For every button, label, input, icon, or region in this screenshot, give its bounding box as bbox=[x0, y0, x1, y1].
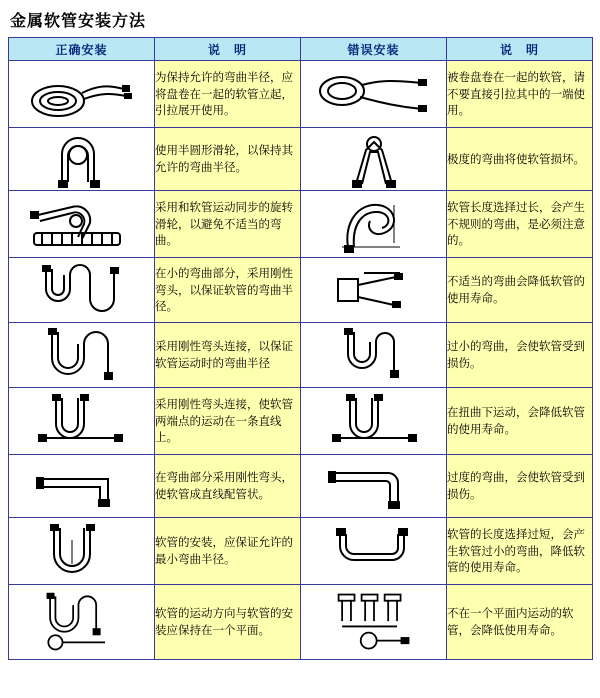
header-correct-note: 说 明 bbox=[155, 38, 301, 61]
figure-cell-wrong bbox=[301, 128, 447, 191]
table-row bbox=[9, 191, 593, 258]
figure-cell-wrong bbox=[301, 388, 447, 455]
note-cell-correct: 使用半圆形滑轮，以保持其允许的弯曲半径。 bbox=[155, 128, 301, 191]
table-row bbox=[9, 388, 593, 455]
rigid-elbow-connection-icon bbox=[12, 324, 152, 386]
note-cell-correct: 采用刚性弯头连接，以保证软管运动时的弯曲半径 bbox=[155, 323, 301, 388]
header-wrong-install: 错误安装 bbox=[301, 38, 447, 61]
coiled-hose-pulled-straight-icon bbox=[304, 63, 444, 125]
figure-cell-wrong bbox=[301, 518, 447, 585]
figure-cell-correct bbox=[9, 191, 155, 258]
out-of-plane-motion-icon bbox=[304, 591, 444, 653]
rigid-bend-small-radius-icon bbox=[12, 259, 152, 321]
installation-guide-table bbox=[8, 37, 593, 660]
table-row bbox=[9, 61, 593, 128]
note-cell-wrong: 软管的长度选择过短，会产生软管过小的弯曲，降低软管的使用寿命。 bbox=[447, 518, 593, 585]
note-cell-correct: 在弯曲部分采用刚性弯头，使软管成直线配管状。 bbox=[155, 455, 301, 518]
figure-cell-correct bbox=[9, 61, 155, 128]
figure-cell-correct bbox=[9, 585, 155, 660]
note-cell-wrong: 过小的弯曲，会使软管受到损伤。 bbox=[447, 323, 593, 388]
note-cell-correct: 软管的运动方向与软管的安装应保持在一个平面。 bbox=[155, 585, 301, 660]
figure-cell-wrong bbox=[301, 585, 447, 660]
table-row bbox=[9, 518, 593, 585]
header-wrong-note: 说 明 bbox=[447, 38, 593, 61]
too-long-hose-small-bend-icon bbox=[304, 520, 444, 582]
note-cell-correct: 软管的安装，应保证允许的最小弯曲半径。 bbox=[155, 518, 301, 585]
overlong-hose-irregular-bend-icon bbox=[304, 193, 444, 255]
note-cell-correct: 为保持允许的弯曲半径，应将盘卷在一起的软管立起，引拉展开使用。 bbox=[155, 61, 301, 128]
figure-cell-wrong bbox=[301, 61, 447, 128]
too-small-bend-damage-icon bbox=[304, 324, 444, 386]
note-cell-correct: 在小的弯曲部分，采用刚性弯头，以保证软管的弯曲半径。 bbox=[155, 258, 301, 323]
figure-cell-correct bbox=[9, 128, 155, 191]
coiled-hose-upright-icon bbox=[12, 63, 152, 125]
torsional-motion-icon bbox=[304, 390, 444, 452]
figure-cell-correct bbox=[9, 258, 155, 323]
min-bend-radius-install-icon bbox=[12, 520, 152, 582]
figure-cell-wrong bbox=[301, 323, 447, 388]
note-cell-wrong: 不在一个平面内运动的软管，会降低使用寿命。 bbox=[447, 585, 593, 660]
improper-bend-short-life-icon bbox=[304, 259, 444, 321]
table-row bbox=[9, 455, 593, 518]
figure-cell-wrong bbox=[301, 191, 447, 258]
table-row bbox=[9, 323, 593, 388]
note-cell-wrong: 不适当的弯曲会降低软管的使用寿命。 bbox=[447, 258, 593, 323]
table-header-row bbox=[9, 38, 593, 61]
straight-piping-with-elbow-icon bbox=[12, 455, 152, 517]
table-row bbox=[9, 585, 593, 660]
header-correct-install: 正确安装 bbox=[9, 38, 155, 61]
table-row bbox=[9, 128, 593, 191]
semicircle-sheave-icon bbox=[12, 128, 152, 190]
sharp-bend-pulley-icon bbox=[304, 128, 444, 190]
note-cell-correct: 采用和软管运动同步的旋转滑轮，以避免不适当的弯曲。 bbox=[155, 191, 301, 258]
figure-cell-correct bbox=[9, 323, 155, 388]
synchronized-rotating-pulley-icon bbox=[12, 193, 152, 255]
excessive-bend-damage-icon bbox=[304, 455, 444, 517]
rigid-elbow-straight-line-icon bbox=[12, 390, 152, 452]
page-title: 金属软管安装方法 bbox=[10, 11, 147, 30]
note-cell-wrong: 过度的弯曲，会使软管受到损伤。 bbox=[447, 455, 593, 518]
note-cell-correct: 采用刚性弯头连接，使软管两端点的运动在一条直线上。 bbox=[155, 388, 301, 455]
same-plane-motion-icon bbox=[12, 591, 152, 653]
figure-cell-correct bbox=[9, 518, 155, 585]
figure-cell-wrong bbox=[301, 455, 447, 518]
note-cell-wrong: 被卷盘卷在一起的软管，请不要直接引拉其中的一端使用。 bbox=[447, 61, 593, 128]
figure-cell-wrong bbox=[301, 258, 447, 323]
note-cell-wrong: 极度的弯曲将使软管损坏。 bbox=[447, 128, 593, 191]
note-cell-wrong: 在扭曲下运动，会降低软管的使用寿命。 bbox=[447, 388, 593, 455]
figure-cell-correct bbox=[9, 388, 155, 455]
note-cell-wrong: 软管长度选择过长，会产生不规则的弯曲，是必须注意的。 bbox=[447, 191, 593, 258]
table-row bbox=[9, 258, 593, 323]
figure-cell-correct bbox=[9, 455, 155, 518]
